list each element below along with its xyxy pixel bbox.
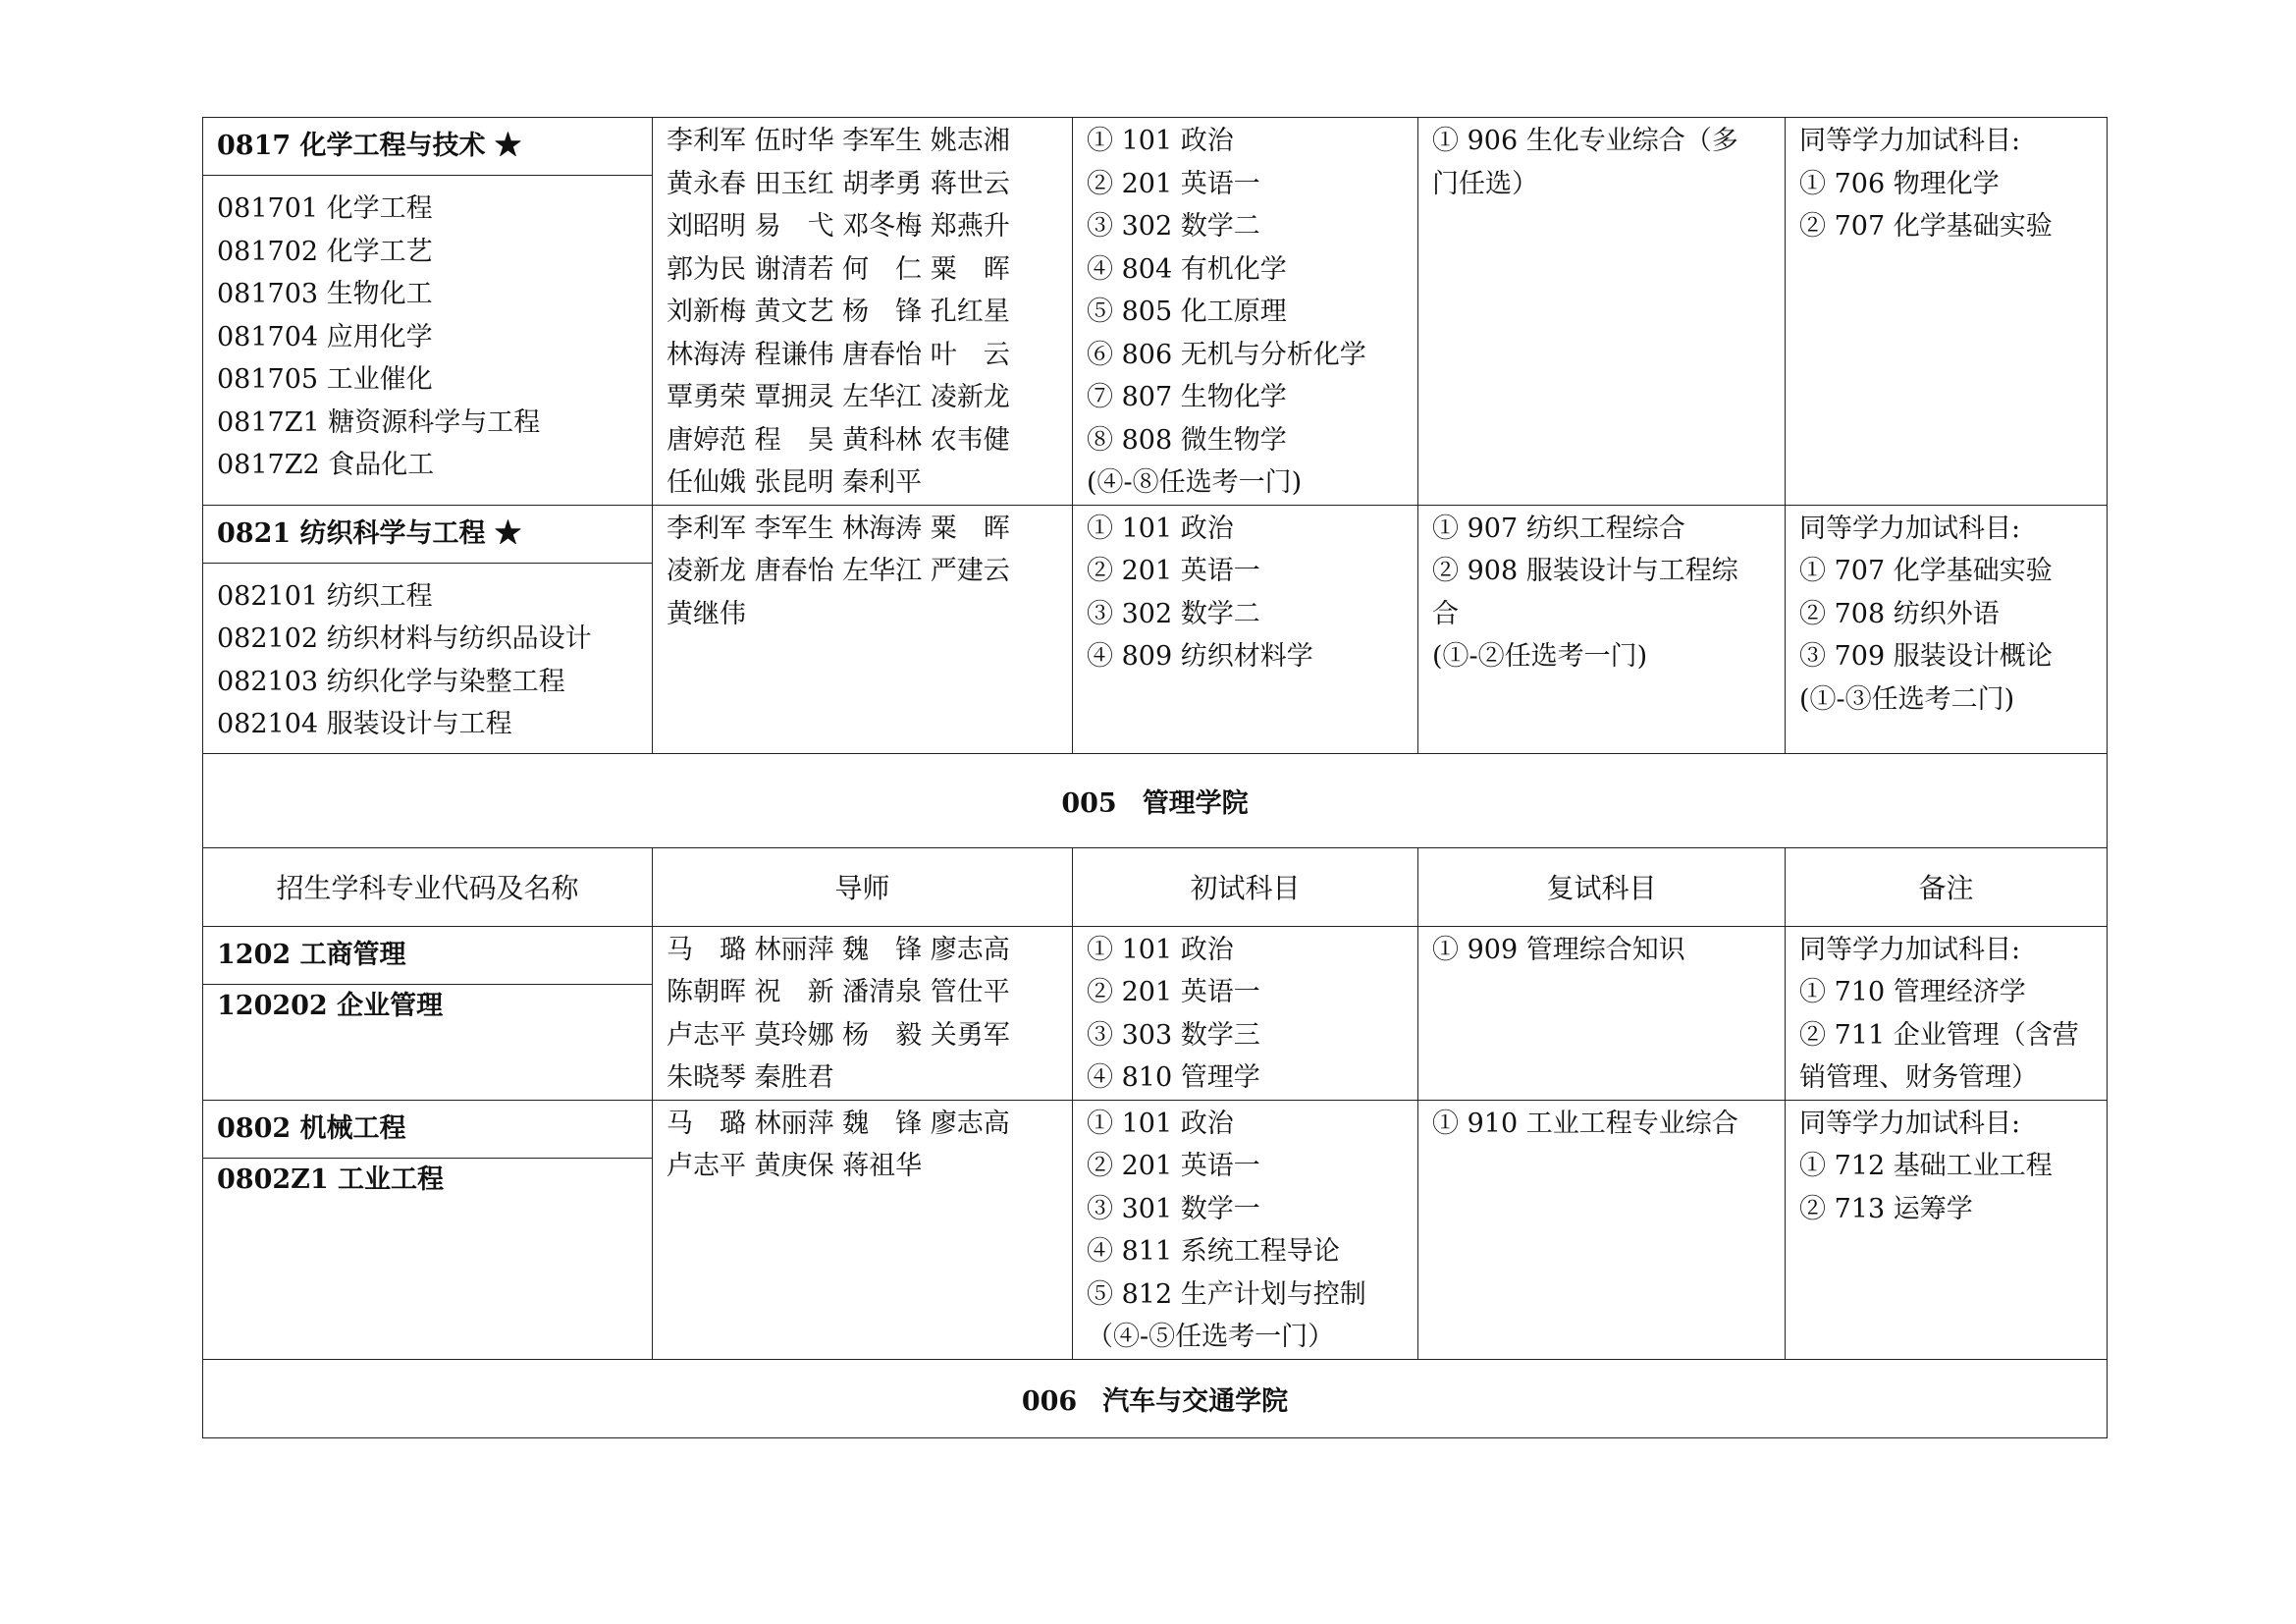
subject-item: 082103 纺织化学与染整工程 [217,666,565,697]
advisor-line: 卢志平 黄庚保 蒋祖华 [667,1151,923,1181]
subject-item: 081704 应用化学 [217,321,433,352]
retest-line: 合 [1432,598,1459,629]
initial-exam-cell-1202 [1073,926,1418,1100]
exam-line: (④-⑧任选考一门) [1087,467,1303,498]
retest-line: ① 909 管理综合知识 [1432,934,1685,965]
note-line: ② 711 企业管理（含营 [1799,1019,2079,1051]
dept-title-006 [203,1359,2108,1437]
exam-line: ① 101 政治 [1087,126,1234,156]
subject-heading-0821: 0821 纺织科学与工程 ★ [203,506,652,564]
subject-item: 081703 生物化工 [217,279,433,309]
initial-exam-cell-0817 [1073,118,1418,506]
retest-cell-0821 [1418,505,1786,753]
note-line: ① 712 基础工业工程 [1799,1151,2053,1181]
advisor-line: 覃勇荣 覃拥灵 左华江 凌新龙 [667,382,1010,412]
subject-cell-0821 [203,505,653,753]
subject-cell-0817 [203,118,653,506]
note-line: 同等学力加试科目: [1799,934,2021,965]
advisor-line: 李利军 伍时华 李军生 姚志湘 [667,126,1010,156]
note-line: ② 707 化学基础实验 [1799,211,2053,242]
subject-heading-0802: 0802 机械工程 [203,1101,652,1159]
note-line: 同等学力加试科目: [1799,513,2021,544]
exam-line: ② 201 英语一 [1087,977,1260,1007]
retest-line: ① 907 纺织工程综合 [1432,513,1685,544]
initial-exam-cell-0802 [1073,1100,1418,1359]
note-line: ① 706 物理化学 [1799,168,2000,199]
subject-item: 082104 服装设计与工程 [217,709,512,739]
dept-name: 管理学院 [1142,787,1249,819]
dept-name: 汽车与交通学院 [1102,1385,1289,1417]
subject-item: 0817Z2 食品化工 [217,450,435,480]
advisor-line: 朱晓琴 秦胜君 [667,1062,834,1093]
dept-row-005 [203,753,2108,847]
header-notes: 备注 [1786,847,2108,926]
advisor-line: 刘新梅 黄文艺 杨 锋 孔红星 [667,297,1010,327]
note-line: 销管理、财务管理） [1799,1062,2038,1093]
exam-line: ④ 811 系统工程导论 [1087,1236,1340,1267]
subject-sub-120202: 120202 企业管理 [217,990,444,1021]
subject-list-0821 [203,564,652,746]
subject-cell-0802 [203,1100,653,1359]
table-header-row [203,847,2108,926]
exam-line: ③ 302 数学二 [1087,598,1260,629]
advisor-line: 任仙娥 张昆明 秦利平 [667,467,923,498]
header-advisor: 导师 [653,847,1073,926]
exam-line: ③ 303 数学三 [1087,1019,1260,1051]
subject-heading-0817: 0817 化学工程与技术 ★ [203,118,652,176]
exam-line: ⑤ 805 化工原理 [1087,297,1287,327]
initial-exam-cell-0821 [1073,505,1418,753]
subject-cell-1202 [203,926,653,1100]
advisor-line: 陈朝晖 祝 新 潘清泉 管仕平 [667,977,1010,1007]
note-line: 同等学力加试科目: [1799,1108,2021,1139]
advisors-cell-1202 [653,926,1073,1100]
row-0802 [203,1100,2108,1359]
subject-list-0817 [203,176,652,487]
exam-line: ② 201 英语一 [1087,1151,1260,1181]
subject-item: 081705 工业催化 [217,364,433,395]
note-line: ① 707 化学基础实验 [1799,556,2053,586]
note-line: ③ 709 服装设计概论 [1799,641,2053,672]
advisor-line: 郭为民 谢清若 何 仁 粟 晖 [667,253,1010,285]
exam-line: ⑦ 807 生物化学 [1087,382,1287,412]
enrollment-table-page [202,117,2107,1438]
dept-title-005 [203,753,2108,847]
exam-line: （④-⑤任选考一门） [1087,1322,1335,1352]
row-0821 [203,505,2108,753]
exam-line: ③ 301 数学一 [1087,1193,1260,1224]
retest-line: ② 908 服装设计与工程综 [1432,556,1738,586]
subject-item: 082101 纺织工程 [217,580,433,612]
exam-line: ① 101 政治 [1087,513,1234,544]
notes-cell-0802 [1786,1100,2108,1359]
notes-cell-1202 [1786,926,2108,1100]
note-line: ② 708 纺织外语 [1799,598,2000,629]
note-line: ② 713 运筹学 [1799,1193,1973,1224]
advisor-line: 卢志平 莫玲娜 杨 毅 关勇军 [667,1019,1010,1051]
exam-line: ⑧ 808 微生物学 [1087,424,1287,456]
advisor-line: 黄继伟 [667,598,746,629]
advisor-line: 马 璐 林丽萍 魏 锋 廖志高 [667,934,1010,965]
subject-item: 081701 化学工程 [217,193,433,224]
advisor-line: 马 璐 林丽萍 魏 锋 廖志高 [667,1108,1010,1139]
dept-code: 005 [1061,787,1117,819]
dept-row-006 [203,1359,2108,1437]
advisor-line: 林海涛 程谦伟 唐春怡 叶 云 [667,339,1010,370]
exam-line: ② 201 英语一 [1087,556,1260,586]
header-initial-exam: 初试科目 [1073,847,1418,926]
retest-line: (①-②任选考一门) [1432,641,1648,672]
subject-item: 081702 化学工艺 [217,236,433,267]
advisor-line: 黄永春 田玉红 胡孝勇 蒋世云 [667,168,1010,199]
subject-heading-1202: 1202 工商管理 [203,927,652,985]
advisor-line: 唐婷范 程 昊 黄科林 农韦健 [667,424,1010,456]
retest-cell-0802 [1418,1100,1786,1359]
advisors-cell-0817 [653,118,1073,506]
subject-item: 082102 纺织材料与纺织品设计 [217,623,592,654]
notes-cell-0817 [1786,118,2108,506]
advisor-line: 凌新龙 唐春怡 左华江 严建云 [667,556,1010,586]
exam-line: ⑤ 812 生产计划与控制 [1087,1278,1366,1310]
exam-line: ④ 804 有机化学 [1087,253,1287,285]
exam-line: ④ 809 纺织材料学 [1087,641,1313,672]
retest-cell-0817 [1418,118,1786,506]
enrollment-table [202,117,2108,1438]
exam-line: ① 101 政治 [1087,1108,1234,1139]
note-line: (①-③任选考二门) [1799,683,2015,715]
retest-line: ① 910 工业工程专业综合 [1432,1108,1738,1139]
exam-line: ① 101 政治 [1087,934,1234,965]
note-line: 同等学力加试科目: [1799,126,2021,156]
subject-sub-0802Z1: 0802Z1 工业工程 [217,1164,445,1195]
row-0817 [203,118,2108,506]
dept-code: 006 [1021,1385,1078,1417]
advisors-cell-0802 [653,1100,1073,1359]
subject-item: 0817Z1 糖资源科学与工程 [217,406,541,438]
exam-line: ③ 302 数学二 [1087,211,1260,242]
retest-cell-1202 [1418,926,1786,1100]
header-subject-code: 招生学科专业代码及名称 [203,847,653,926]
header-retest: 复试科目 [1418,847,1786,926]
exam-line: ⑥ 806 无机与分析化学 [1087,339,1366,370]
retest-line: 门任选） [1432,168,1538,199]
notes-cell-0821 [1786,505,2108,753]
row-1202 [203,926,2108,1100]
advisor-line: 刘昭明 易 弋 邓冬梅 郑燕升 [667,211,1010,242]
exam-line: ④ 810 管理学 [1087,1062,1260,1093]
advisors-cell-0821 [653,505,1073,753]
retest-line: ① 906 生化专业综合（多 [1432,126,1738,156]
exam-line: ② 201 英语一 [1087,168,1260,199]
advisor-line: 李利军 李军生 林海涛 粟 晖 [667,513,1010,544]
note-line: ① 710 管理经济学 [1799,977,2026,1007]
